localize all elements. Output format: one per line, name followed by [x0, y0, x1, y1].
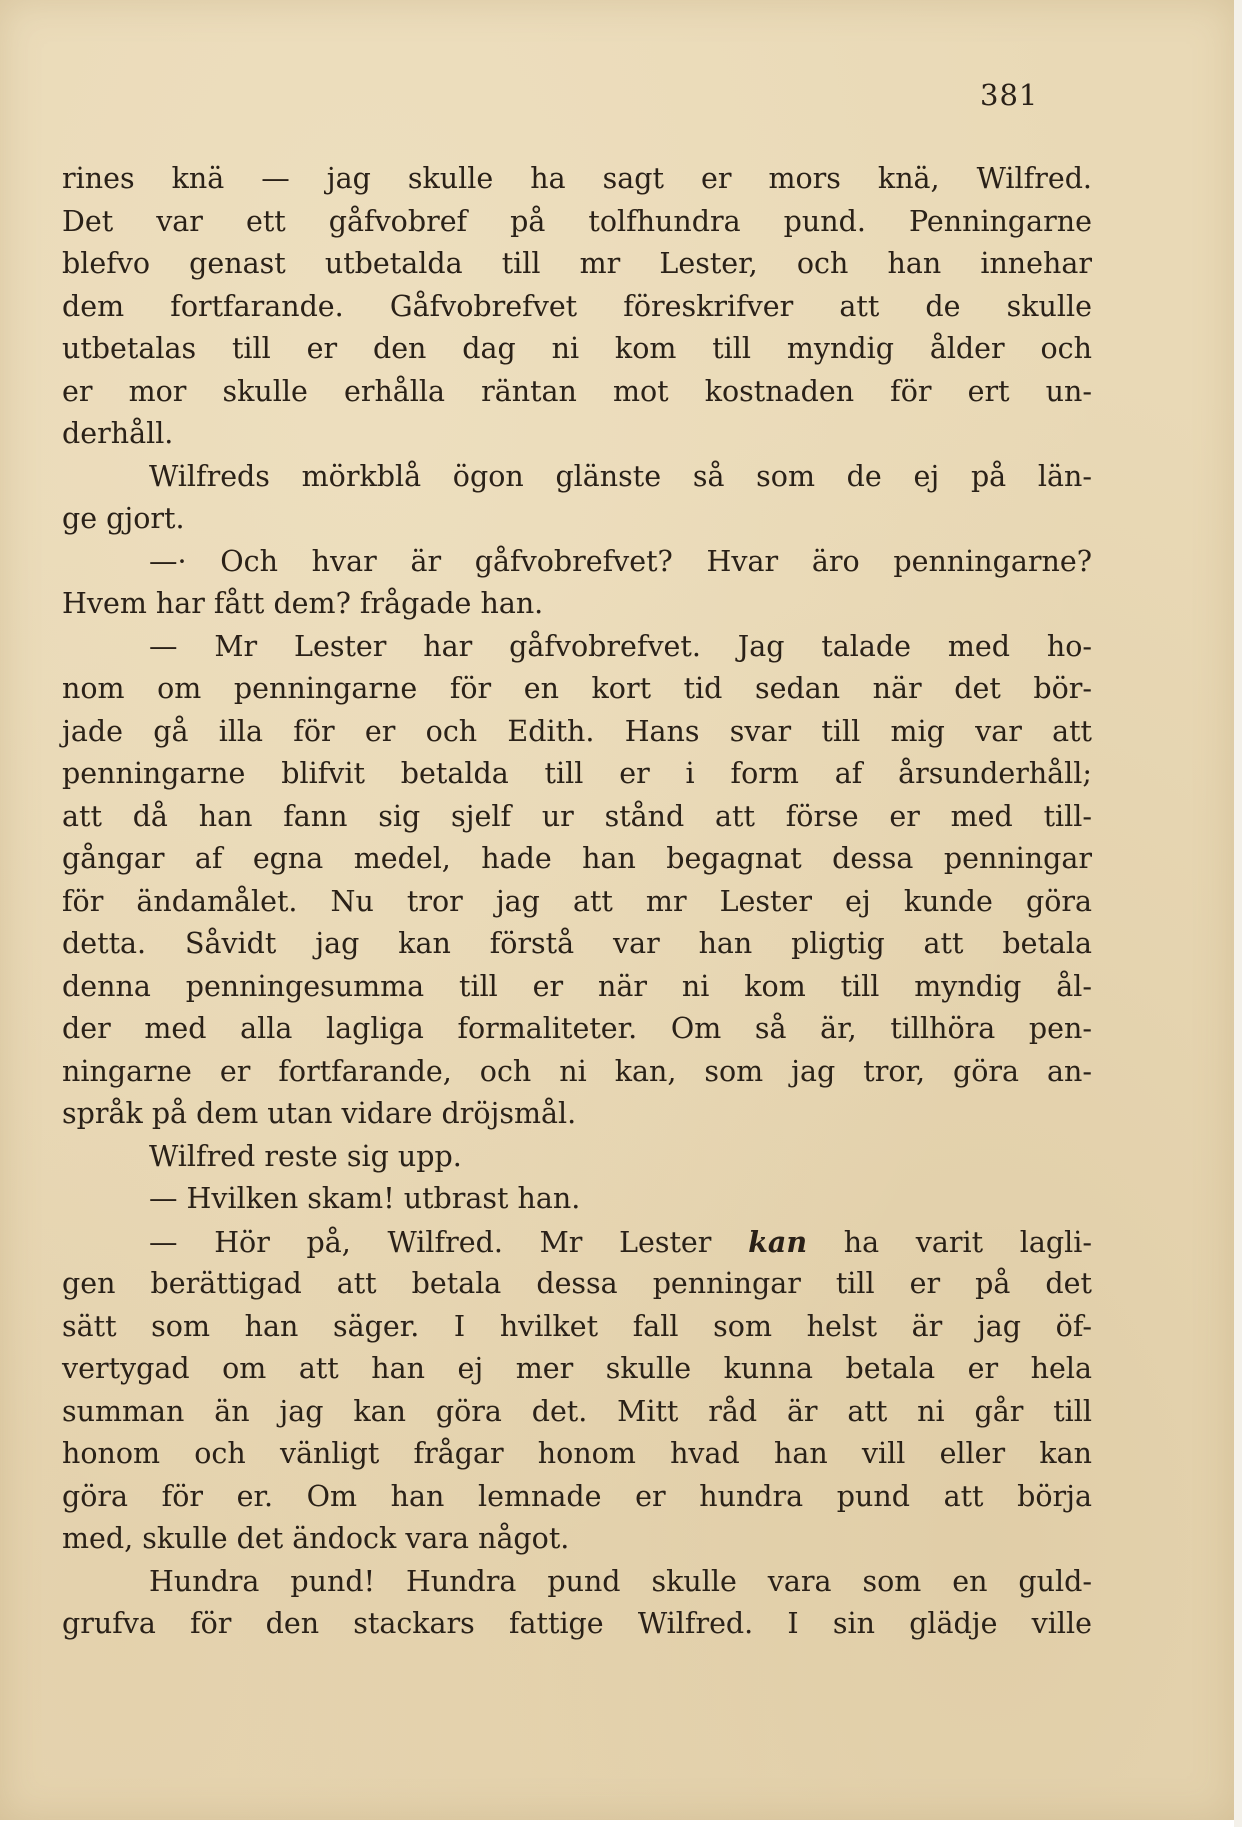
text-line: utbetalas till er den dag ni kom till myndig ålder och [62, 332, 1092, 365]
text-line: denna penningesumma till er när ni kom till myndig ål- [62, 969, 1092, 1003]
emphasized-word: kan [748, 1224, 808, 1259]
text-line: —· Och hvar är gåfvobrefvet? Hvar äro penningarne? [149, 544, 1092, 578]
text-segment: ha varit lagli- [807, 1225, 1092, 1259]
text-line: gångar af egna medel, hade han begagnat dessa penningar [62, 842, 1092, 875]
text-line: göra för er. Om han lemnade er hundra pund att börja [62, 1479, 1092, 1513]
text-line: Hundra pund! Hundra pund skulle vara som en guld- [149, 1564, 1092, 1598]
text-line: summan än jag kan göra det. Mitt råd är att ni går till [62, 1394, 1092, 1428]
text-line: vertygad om att han ej mer skulle kunna betala er hela [62, 1352, 1092, 1385]
text-line: för ändamålet. Nu tror jag att mr Lester ej kunde göra [62, 884, 1092, 918]
text-line: detta. Såvidt jag kan förstå var han pligtig att betala [62, 927, 1092, 960]
text-line: Wilfreds mörkblå ögon glänste så som de ej på län- [149, 459, 1092, 493]
text-line: ge gjort. [62, 502, 185, 535]
text-line: nom om penningarne för en kort tid sedan när det bör- [62, 672, 1092, 705]
text-segment: — Hör på, Wilfred. Mr Lester [149, 1225, 749, 1259]
text-line: språk på dem utan vidare dröjsmål. [62, 1097, 577, 1130]
text-line [62, 1221, 1092, 1264]
page-edge [1234, 0, 1242, 1827]
text-line: dem fortfarande. Gåfvobrefvet föreskrifver att de skulle [62, 289, 1092, 323]
text-line: gen berättigad att betala dessa penningar till er på det [62, 1267, 1092, 1300]
text-line: sätt som han säger. I hvilket fall som helst är jag öf- [62, 1309, 1092, 1343]
text-line: er mor skulle erhålla räntan mot kostnaden för ert un- [62, 374, 1092, 408]
text-line: Det var ett gåfvobref på tolfhundra pund. Penningarne [62, 204, 1092, 238]
text-line: — Hvilken skam! utbrast han. [149, 1182, 581, 1215]
text-line: jade gå illa för er och Edith. Hans svar till mig var att [62, 714, 1092, 748]
text-line: penningarne blifvit betalda till er i form af årsunderhåll; [62, 757, 1092, 790]
text-line: Hvem har fått dem? frågade han. [62, 587, 544, 620]
text-line: att då han fann sig sjelf ur stånd att förse er med till- [62, 799, 1092, 833]
text-line: derhåll. [62, 417, 174, 450]
text-line: — Mr Lester har gåfvobrefvet. Jag talade med ho- [149, 629, 1092, 663]
page-number: 381 [980, 78, 1039, 112]
text-line: der med alla lagliga formaliteter. Om så är, tillhöra pen- [62, 1012, 1092, 1045]
text-line: ningarne er fortfarande, och ni kan, som jag tror, göra an- [62, 1054, 1092, 1088]
text-line: Wilfred reste sig upp. [149, 1139, 462, 1173]
text-line: blefvo genast utbetalda till mr Lester, och han innehar [62, 247, 1092, 280]
text-line: rines knä — jag skulle ha sagt er mors knä, Wilfred. [62, 162, 1092, 195]
body-text [62, 158, 1092, 1646]
text-line: grufva för den stackars fattige Wilfred. I sin glädje ville [62, 1607, 1092, 1640]
text-line: honom och vänligt frågar honom hvad han vill eller kan [62, 1437, 1092, 1470]
text-line: med, skulle det ändock vara något. [62, 1522, 570, 1555]
